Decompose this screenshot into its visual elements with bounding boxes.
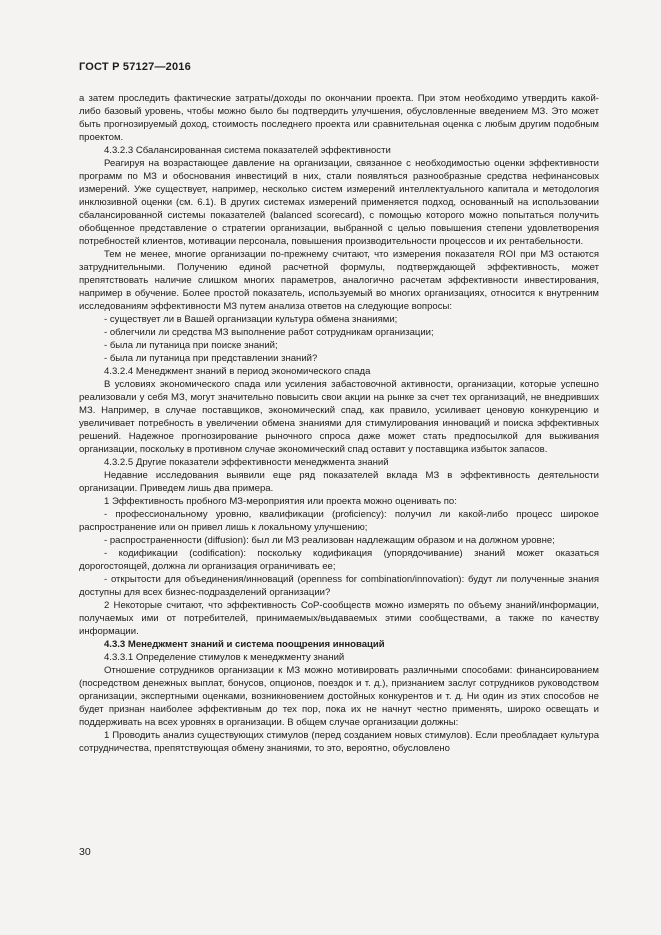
paragraph: Недавние исследования выявили еще ряд показателей вклада МЗ в эффективность деятельности организации. Приведем лишь два примера.: [79, 470, 599, 494]
paragraph: Тем не менее, многие организации по-прежнему считают, что измерения показателя ROI при МЗ остаются затруднительными. Получению единой расчетной формулы, подтверждающей эффективность, может препятствовать наличие слишком многих параметров, аналогично расчетам эффективности инвестирования, например в обучение. Более простой показатель, используемый во многих организациях, относится к внутренним исследованиям эффективности МЗ путем анализа ответов на следующие вопросы:: [79, 249, 599, 312]
paragraph: В условиях экономического спада или усиления забастовочной активности, организации, которые успешно реализовали у себя МЗ, могут значительно повысить свои акции на рынке за счет тех организаций, не внедривших МЗ. Например, в случае поставщиков, экономический спад, как правило, усиливает ценовую конкуренцию и увеличивает потребность в увеличении обмена знаниями для стимулирования инноваций и поиска эффективных решений. Надежное прогнозирование рыночного спроса даже может стать предпосылкой для выживания организации, поскольку в противном случае экономический спад оставит у поставщика избыток запасов.: [79, 379, 599, 455]
paragraph: - кодификации (codification): поскольку кодификация (упорядочивание) знаний может оказаться дорогостоящей, должна ли организация ограничивать ее;: [79, 548, 599, 572]
paragraph: 1 Эффективность пробного МЗ-мероприятия или проекта можно оценивать по:: [104, 496, 457, 507]
paragraph: Отношение сотрудников организации к МЗ можно мотивировать различными способами: финансированием (посредством денежных выплат, бонусов, опционов, поездок и т. д.), признанием заслуг сотрудников руководством организации, экспертными оценками, возникновением достойных конкурентов и т. д. Ни один из этих способов не будет признан наиболее эффективным до тех пор, пока их не начнут честно применять, широко освещать и поддерживать на всех уровнях в организации. В общем случае организации должны:: [79, 665, 599, 728]
paragraph: 4.3.3.1 Определение стимулов к менеджменту знаний: [104, 652, 345, 663]
paragraph: - была ли путаница при представлении знаний?: [104, 353, 318, 364]
paragraph: 4.3.2.3 Сбалансированная система показателей эффективности: [104, 145, 391, 156]
document-body: [79, 92, 599, 755]
paragraph: а затем проследить фактические затраты/доходы по окончании проекта. При этом необходимо утвердить какой-либо базовый уровень, чтобы можно было бы подтвердить улучшения, обусловленные введением МЗ. Это может быть прогнозируемый доход, стоимость последнего проекта или сравнительная оценка с любым другим подобным проектом.: [79, 93, 599, 143]
page-number: 30: [79, 846, 91, 858]
paragraph: - профессиональному уровню, квалификации (proficiency): получил ли какой-либо процесс широкое распространение или он привел лишь к локальному улучшению;: [79, 509, 599, 533]
paragraph: 4.3.3 Менеджмент знаний и система поощрения инноваций: [104, 639, 385, 650]
paragraph: 1 Проводить анализ существующих стимулов (перед созданием новых стимулов). Если преобладает культура сотрудничества, препятствующая обмену знаниями, то это, вероятно, обусловлено: [79, 730, 599, 754]
document-header: ГОСТ Р 57127—2016: [79, 61, 191, 73]
paragraph: - открытости для объединения/инноваций (openness for combination/innovation): будут ли полученные знания доступны для всех бизнес-подразделений организации?: [79, 574, 599, 598]
paragraph: 4.3.2.4 Менеджмент знаний в период экономического спада: [104, 366, 371, 377]
paragraph: 4.3.2.5 Другие показатели эффективности менеджмента знаний: [104, 457, 389, 468]
paragraph: - распространенности (diffusion): был ли МЗ реализован надлежащим образом и на должном уровне;: [104, 535, 555, 546]
paragraph: - существует ли в Вашей организации культура обмена знаниями;: [104, 314, 398, 325]
paragraph: - облегчили ли средства МЗ выполнение работ сотрудникам организации;: [104, 327, 434, 338]
paragraph: - была ли путаница при поиске знаний;: [104, 340, 278, 351]
paragraph: 2 Некоторые считают, что эффективность CoP-сообществ можно измерять по объему знаний/информации, получаемых ими от потребителей, принимаемых/выдаваемых этими сообществами, а также по качеству информации.: [79, 600, 599, 637]
paragraph: Реагируя на возрастающее давление на организации, связанное с необходимостью оценки эффективности программ по МЗ и обоснования инвестиций в них, стали появляться разнообразные средства нефинансовых измерений. Уже существует, например, несколько систем измерений интеллектуального капитала и методология инклюзивной оценки (см. 6.1). В других системах измерений применяется подход, основанный на использовании сбалансированной системы показателей (balanced scorecard), с помощью которого можно попытаться получить обобщенное представление о стратегии организации, выбранной с целью повышения степени удовлетворения потребностей клиентов, мотивации персонала, повышения производительности процессов и их рентабельности.: [79, 158, 599, 247]
